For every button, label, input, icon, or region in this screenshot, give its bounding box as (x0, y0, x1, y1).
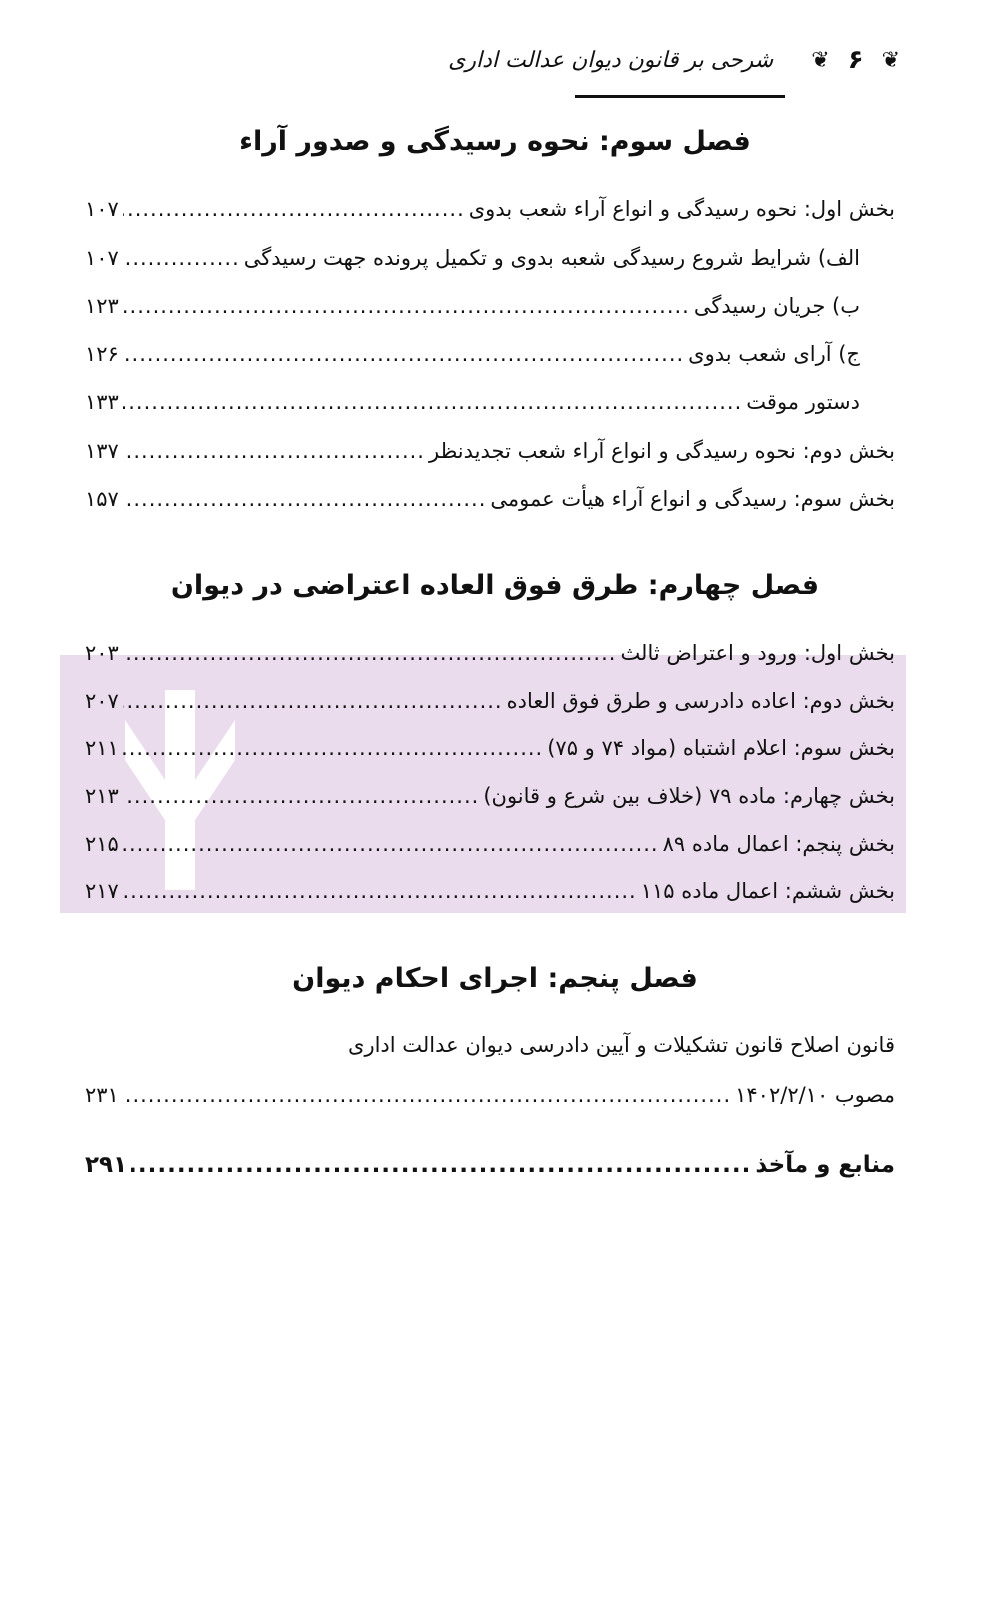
leader-dots (123, 736, 543, 760)
entry-page: ۱۳۳ (85, 390, 119, 414)
entry-title: بخش چهارم: ماده ۷۹ (خلاف بین شرع و قانون) (483, 784, 895, 808)
entry-page: ۱۵۷ (85, 487, 119, 511)
toc-entry[interactable] (85, 197, 895, 221)
chapter-heading: فصل پنجم: اجرای احکام دیوان (292, 963, 698, 994)
leader-dots (123, 641, 617, 665)
header-rule (575, 95, 785, 98)
toc-entry[interactable] (85, 342, 860, 366)
entry-page: ۲۱۵ (85, 832, 119, 856)
entry-page: ۲۰۳ (85, 641, 119, 665)
leader-dots (131, 1152, 751, 1178)
leader-dots (123, 784, 479, 808)
leader-dots (123, 439, 425, 463)
chapter-heading: فصل سوم: نحوه رسیدگی و صدور آراء (239, 126, 751, 157)
ornament-icon: ❦ (881, 47, 900, 73)
entry-page: ۲۰۷ (85, 689, 119, 713)
ornament-icon: ❦ (811, 47, 830, 73)
entry-title: بخش پنجم: اعمال ماده ۸۹ (662, 832, 895, 856)
entry-title: ب) جریان رسیدگی (693, 294, 860, 318)
entry-page: ۲۱۱ (85, 736, 119, 760)
toc-entry[interactable] (85, 439, 895, 463)
entry-title: مصوب ۱۴۰۲/۲/۱۰ (735, 1083, 895, 1107)
leader-dots (123, 689, 503, 713)
leader-dots (123, 342, 684, 366)
toc-entry[interactable] (85, 294, 860, 318)
toc-entry-references[interactable] (85, 1152, 895, 1178)
entry-page: ۱۰۷ (85, 246, 119, 270)
entry-page: ۱۳۷ (85, 439, 119, 463)
toc-entry[interactable] (85, 390, 860, 414)
toc-entry[interactable] (85, 832, 895, 856)
page-number: ۶ (847, 45, 864, 75)
leader-dots (123, 1083, 731, 1107)
entry-title: بخش ششم: اعمال ماده ۱۱۵ (640, 879, 895, 903)
toc-entry-line: قانون اصلاح قانون تشکیلات و آیین دادرسی دیوان عدالت اداری (348, 1033, 895, 1057)
toc-entry[interactable] (85, 487, 895, 511)
leader-dots (123, 246, 240, 270)
toc-entry[interactable] (85, 736, 895, 760)
entry-title: بخش اول: نحوه رسیدگی و انواع آراء شعب بدوی (468, 197, 895, 221)
toc-entry[interactable] (85, 641, 895, 665)
entry-title: دستور موقت (746, 390, 860, 414)
toc-entry[interactable] (85, 689, 895, 713)
toc-entry[interactable] (85, 1083, 895, 1107)
page-header (448, 45, 900, 75)
entry-page: ۱۲۶ (85, 342, 119, 366)
entry-title: بخش سوم: اعلام اشتباه (مواد ۷۴ و ۷۵) (547, 736, 895, 760)
entry-title: بخش سوم: رسیدگی و انواع آراء هیأت عمومی (490, 487, 895, 511)
entry-page: ۲۳۱ (85, 1083, 119, 1107)
entry-title: منابع و مآخذ (755, 1152, 895, 1178)
toc-entry[interactable] (85, 784, 895, 808)
chapter-heading: فصل چهارم: طرق فوق العاده اعتراضی در دیوان (170, 570, 820, 601)
leader-dots (123, 390, 742, 414)
entry-title: بخش دوم: نحوه رسیدگی و انواع آراء شعب تجدیدنظر (428, 439, 895, 463)
leader-dots (123, 487, 487, 511)
entry-title: بخش اول: ورود و اعتراض ثالث (620, 641, 895, 665)
toc-entry[interactable] (85, 879, 895, 903)
entry-page: ۲۱۳ (85, 784, 119, 808)
leader-dots (123, 294, 690, 318)
leader-dots (123, 832, 659, 856)
entry-title: بخش دوم: اعاده دادرسی و طرق فوق العاده (506, 689, 895, 713)
entry-page: ۲۱۷ (85, 879, 119, 903)
entry-page: ۲۹۱ (85, 1152, 128, 1178)
entry-page: ۱۲۳ (85, 294, 119, 318)
toc-entry[interactable] (85, 246, 860, 270)
leader-dots (123, 197, 465, 221)
entry-title: الف) شرایط شروع رسیدگی شعبه بدوی و تکمیل پرونده جهت رسیدگی (243, 246, 860, 270)
leader-dots (123, 879, 637, 903)
entry-title: ج) آرای شعب بدوی (688, 342, 860, 366)
entry-page: ۱۰۷ (85, 197, 119, 221)
running-title: شرحی بر قانون دیوان عدالت اداری (448, 47, 774, 73)
